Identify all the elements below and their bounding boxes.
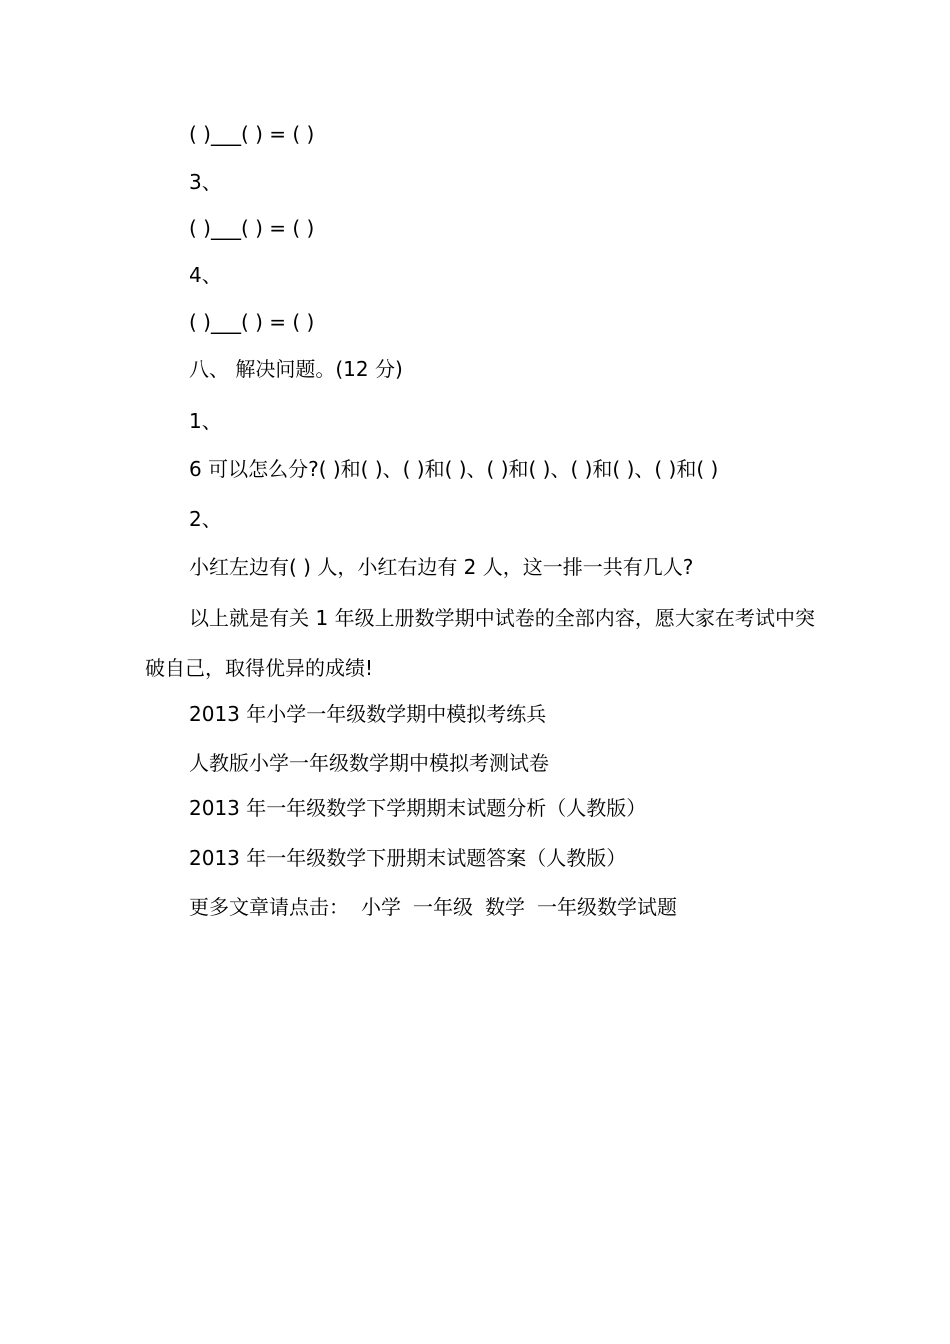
related-article-link[interactable]: 2013 年一年级数学下册期末试题答案（人教版）	[189, 846, 627, 870]
tag-link[interactable]: 一年级数学试题	[537, 895, 677, 919]
tag-link[interactable]: 小学	[361, 895, 401, 919]
tag-link[interactable]: 数学	[485, 895, 525, 919]
tag-link[interactable]: 一年级	[413, 895, 473, 919]
question-2-number: 2、	[189, 507, 222, 531]
more-articles-prefix: 更多文章请点击：	[189, 895, 349, 919]
question-1-number: 1、	[189, 409, 222, 433]
closing-paragraph: 以上就是有关 1 年级上册数学期中试卷的全部内容，愿大家在考试中突破自己，取得优异的成绩!	[145, 606, 815, 680]
related-article-link[interactable]: 2013 年一年级数学下学期期末试题分析（人教版）	[189, 796, 647, 820]
blank-expression-3: ( )___( ) = ( )	[189, 310, 315, 334]
question-2-text: 小红左边有( ) 人，小红右边有 2 人，这一排一共有几人?	[189, 555, 694, 579]
blank-expression-2: ( )___( ) = ( )	[189, 216, 315, 240]
item-number-4: 4、	[189, 263, 222, 287]
item-number-3: 3、	[189, 170, 222, 194]
related-article-link[interactable]: 2013 年小学一年级数学期中模拟考练兵	[189, 702, 547, 726]
related-article-link[interactable]: 人教版小学一年级数学期中模拟考测试卷	[189, 751, 549, 775]
blank-expression-1: ( )___( ) = ( )	[189, 122, 315, 146]
more-articles-line	[189, 893, 677, 921]
question-1-text: 6 可以怎么分?( )和( )、( )和( )、( )和( )、( )和( )、( )和( )	[189, 457, 719, 481]
section-heading: 八、 解决问题。(12 分)	[189, 357, 403, 381]
